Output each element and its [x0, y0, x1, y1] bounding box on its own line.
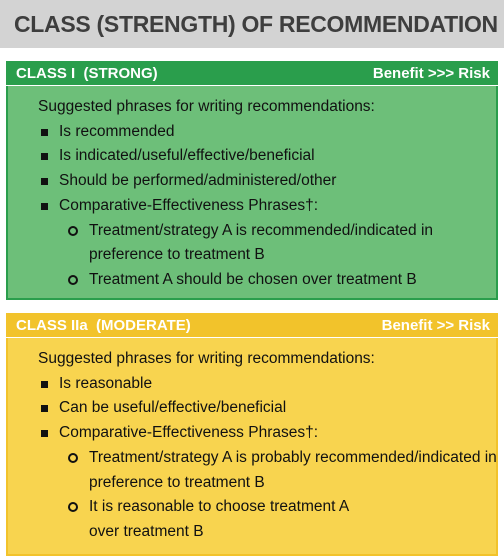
circle-bullet-icon [68, 226, 78, 236]
sub-list-item-continuation: over treatment B [89, 522, 204, 540]
class2a-header [6, 313, 498, 337]
square-bullet-icon [41, 405, 48, 412]
list-item: Is recommended [38, 120, 496, 145]
sub-list-item-continuation: preference to treatment B [89, 246, 265, 264]
title-bar [0, 0, 504, 48]
list-item: Can be useful/effective/beneficial [38, 396, 496, 421]
circle-bullet-icon [68, 453, 78, 463]
sub-list-item: Treatment/strategy A is probably recommended/indicated in [38, 446, 496, 471]
list-item: Comparative-Effectiveness Phrases†: [38, 194, 496, 219]
list-item: Is reasonable [38, 372, 496, 397]
square-bullet-icon [41, 178, 48, 185]
class1-label: CLASS I (STRONG) [16, 64, 158, 82]
class2a-panel [6, 338, 498, 556]
sub-list-item-continuation: preference to treatment B [89, 473, 265, 491]
square-bullet-icon [41, 430, 48, 437]
list-item: Should be performed/administered/other [38, 169, 496, 194]
circle-bullet-icon [68, 275, 78, 285]
class1-panel [6, 86, 498, 300]
circle-bullet-icon [68, 502, 78, 512]
class1-intro: Suggested phrases for writing recommendations: [38, 98, 375, 115]
sub-list-item: It is reasonable to choose treatment A [38, 495, 496, 520]
square-bullet-icon [41, 129, 48, 136]
square-bullet-icon [41, 381, 48, 388]
sub-list-item: Treatment/strategy A is recommended/indicated in [38, 219, 496, 244]
square-bullet-icon [41, 153, 48, 160]
list-item: Is indicated/useful/effective/beneficial [38, 144, 496, 169]
class1-header [6, 61, 498, 85]
class2a-intro: Suggested phrases for writing recommendations: [38, 350, 375, 367]
list-item: Comparative-Effectiveness Phrases†: [38, 421, 496, 446]
sub-list-item: Treatment A should be chosen over treatment B [38, 268, 496, 293]
class2a-benefit: Benefit >> Risk [381, 316, 490, 334]
page-title: CLASS (STRENGTH) OF RECOMMENDATION [14, 10, 498, 37]
class2a-label: CLASS IIa (MODERATE) [16, 316, 191, 334]
class1-benefit: Benefit >>> Risk [372, 64, 490, 82]
square-bullet-icon [41, 203, 48, 210]
